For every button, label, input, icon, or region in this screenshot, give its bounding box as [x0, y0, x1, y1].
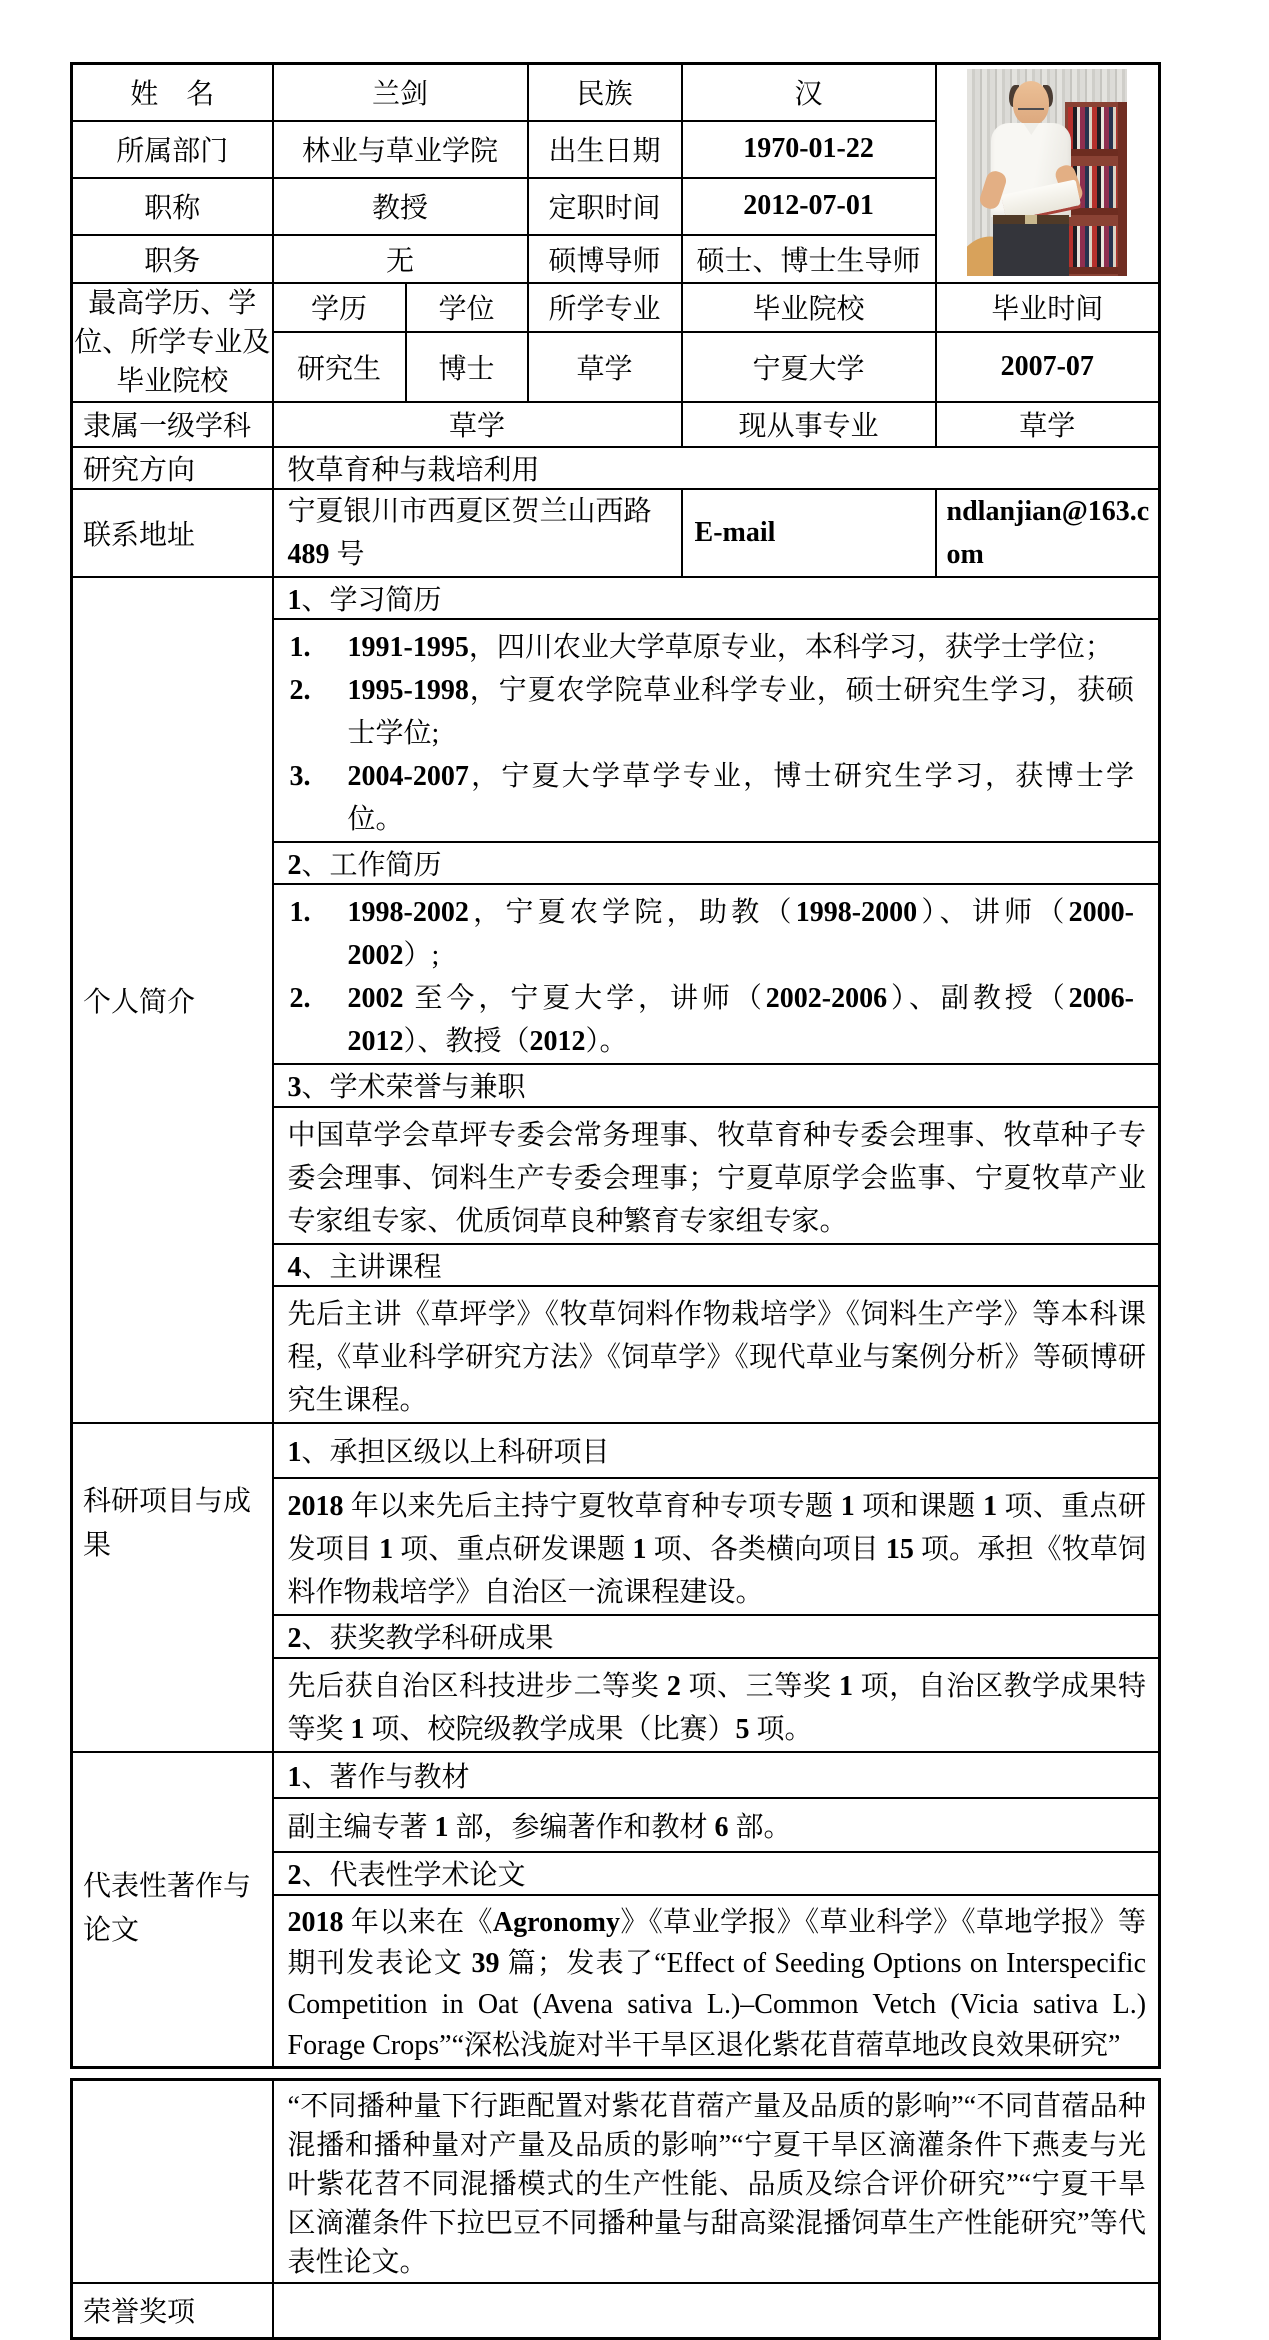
education-row-label: 最高学历、学位、所学专业及毕业院校 — [72, 283, 273, 402]
name-label: 姓 名 — [72, 64, 273, 121]
discipline-value: 草学 — [273, 402, 682, 447]
department-value: 林业与草业学院 — [273, 121, 528, 178]
list-item: 3. 2004-2007，宁夏大学草学专业，博士研究生学习，获博士学位。 — [288, 755, 1147, 841]
department-label: 所属部门 — [72, 121, 273, 178]
edu-col-school: 毕业院校 — [682, 283, 936, 333]
supervisor-value: 硕士、博士生导师 — [682, 235, 936, 283]
person-pants — [993, 224, 1069, 276]
current-major-label: 现从事专业 — [682, 402, 936, 447]
photo-cell — [936, 64, 1160, 283]
supervisor-label: 硕博导师 — [528, 235, 682, 283]
profile-section-label: 个人简介 — [72, 577, 273, 1423]
edu-val-degree-level: 研究生 — [273, 332, 406, 401]
shelf-board — [1065, 208, 1121, 215]
edu-col-major: 所学专业 — [528, 283, 682, 333]
research-awards-text: 先后获自治区科技进步二等奖 2 项、三等奖 1 项，自治区教学成果特等奖 1 项、校院级教学成果（比赛）5 项。 — [273, 1658, 1160, 1752]
shelf-side-panel — [1118, 102, 1127, 276]
profile-heading-1: 1、学习简历 — [273, 577, 1160, 619]
empty-label-cell — [72, 2079, 273, 2283]
resume-table-wrap — [70, 62, 1158, 2340]
belt-buckle — [1025, 215, 1037, 224]
research-heading-2: 2、获奖教学科研成果 — [273, 1615, 1160, 1658]
book-row — [1068, 107, 1117, 149]
profile-heading-3: 3、学术荣誉与兼职 — [273, 1064, 1160, 1107]
courses-text: 先后主讲《草坪学》《牧草饲料作物栽培学》《饲料生产学》等本科课程,《草业科学研究方法》《饲草学》《现代草业与案例分析》等硕博研究生课程。 — [273, 1286, 1160, 1423]
book-row — [1068, 226, 1117, 268]
books-text: 副主编专著 1 部，参编著作和教材 6 部。 — [273, 1798, 1160, 1852]
edu-val-major: 草学 — [528, 332, 682, 401]
contact-label: 联系地址 — [72, 489, 273, 577]
discipline-label: 隶属一级学科 — [72, 402, 273, 447]
publications-section-label: 代表性著作与论文 — [72, 1752, 273, 2068]
research-projects-text: 2018 年以来先后主持宁夏牧草育种专项专题 1 项和课题 1 项、重点研发项目 1 项、重点研发课题 1 项、各类横向项目 15 项。承担《牧草饲料作物栽培学》自治区一流课程建设。 — [273, 1478, 1160, 1615]
profile-heading-4: 4、主讲课程 — [273, 1244, 1160, 1286]
edu-col-degree: 学位 — [406, 283, 528, 333]
position-value: 无 — [273, 235, 528, 283]
edu-col-grad-date: 毕业时间 — [936, 283, 1160, 333]
list-item: 1. 1991-1995，四川农业大学草原专业，本科学习，获学士学位； — [288, 626, 1147, 669]
name-value: 兰剑 — [273, 64, 528, 121]
publications-heading-2: 2、代表性学术论文 — [273, 1852, 1160, 1895]
profile-heading-2: 2、工作简历 — [273, 842, 1160, 884]
education-history — [273, 619, 1160, 842]
research-section-label: 科研项目与成果 — [72, 1423, 273, 1752]
edu-col-degree-level: 学历 — [273, 283, 406, 333]
list-item: 1. 1998-2002，宁夏农学院，助教（1998-2000）、讲师（2000-2002）; — [288, 891, 1147, 977]
appointment-value: 2012-07-01 — [682, 178, 936, 235]
edu-val-grad-date: 2007-07 — [936, 332, 1160, 401]
current-major-value: 草学 — [936, 402, 1160, 447]
email-value: ndlanjian@163.com — [936, 489, 1160, 577]
shelf-board — [1065, 267, 1121, 274]
portrait-photo — [967, 69, 1127, 276]
profile-table — [70, 62, 1161, 2069]
email-label: E-mail — [682, 489, 936, 577]
awards-label: 荣誉奖项 — [72, 2283, 273, 2339]
edu-val-degree: 博士 — [406, 332, 528, 401]
papers-continuation-text: “不同播种量下行距配置对紫花苜蓿产量及品质的影响”“不同苜蓿品种混播和播种量对产量及品质的影响”“宁夏干旱区滴灌条件下燕麦与光叶紫花苕不同混播模式的生产性能、品质及综合评价研究”“宁夏干旱区滴灌条件下拉巴豆不同播种量与甜高粱混播饲草生产性能研究”等代表性论文。 — [273, 2079, 1160, 2283]
ethnicity-label: 民族 — [528, 64, 682, 121]
appointment-label: 定职时间 — [528, 178, 682, 235]
title-value: 教授 — [273, 178, 528, 235]
person-glasses — [1018, 101, 1044, 110]
shelf-board — [1065, 149, 1121, 156]
edu-val-school: 宁夏大学 — [682, 332, 936, 401]
birthdate-label: 出生日期 — [528, 121, 682, 178]
research-direction-value: 牧草育种与栽培利用 — [273, 447, 1160, 489]
list-item: 2. 1995-1998，宁夏农学院草业科学专业，硕士研究生学习，获硕士学位; — [288, 669, 1147, 755]
work-history — [273, 884, 1160, 1064]
title-label: 职称 — [72, 178, 273, 235]
position-label: 职务 — [72, 235, 273, 283]
birthdate-value: 1970-01-22 — [682, 121, 936, 178]
list-item: 2. 2002 至今，宁夏大学，讲师（2002-2006）、副教授（2006-2012）、教授（2012）。 — [288, 977, 1147, 1063]
ethnicity-value: 汉 — [682, 64, 936, 121]
papers-text: 2018 年以来在《Agronomy》《草业学报》《草业科学》《草地学报》等期刊发表论文 39 篇；发表了“Effect of Seeding Options on Interspecific Competition in Oat (Avena sativa L.)–Common Vetch (Vicia sativa L.) Forage Crops”“深松浅旋对半干旱区退化紫花苜蓿草地改良效果研究” — [273, 1895, 1160, 2068]
contact-address: 宁夏银川市西夏区贺兰山西路 489 号 — [273, 489, 682, 577]
awards-value-cell — [273, 2283, 1160, 2339]
publications-heading-1: 1、著作与教材 — [273, 1752, 1160, 1798]
continuation-table — [70, 2078, 1161, 2340]
honors-text: 中国草学会草坪专委会常务理事、牧草育种专委会理事、牧草种子专委会理事、饲料生产专委会理事；宁夏草原学会监事、宁夏牧草产业专家组专家、优质饲草良种繁育专家组专家。 — [273, 1107, 1160, 1244]
research-heading-1: 1、承担区级以上科研项目 — [273, 1423, 1160, 1478]
research-direction-label: 研究方向 — [72, 447, 273, 489]
